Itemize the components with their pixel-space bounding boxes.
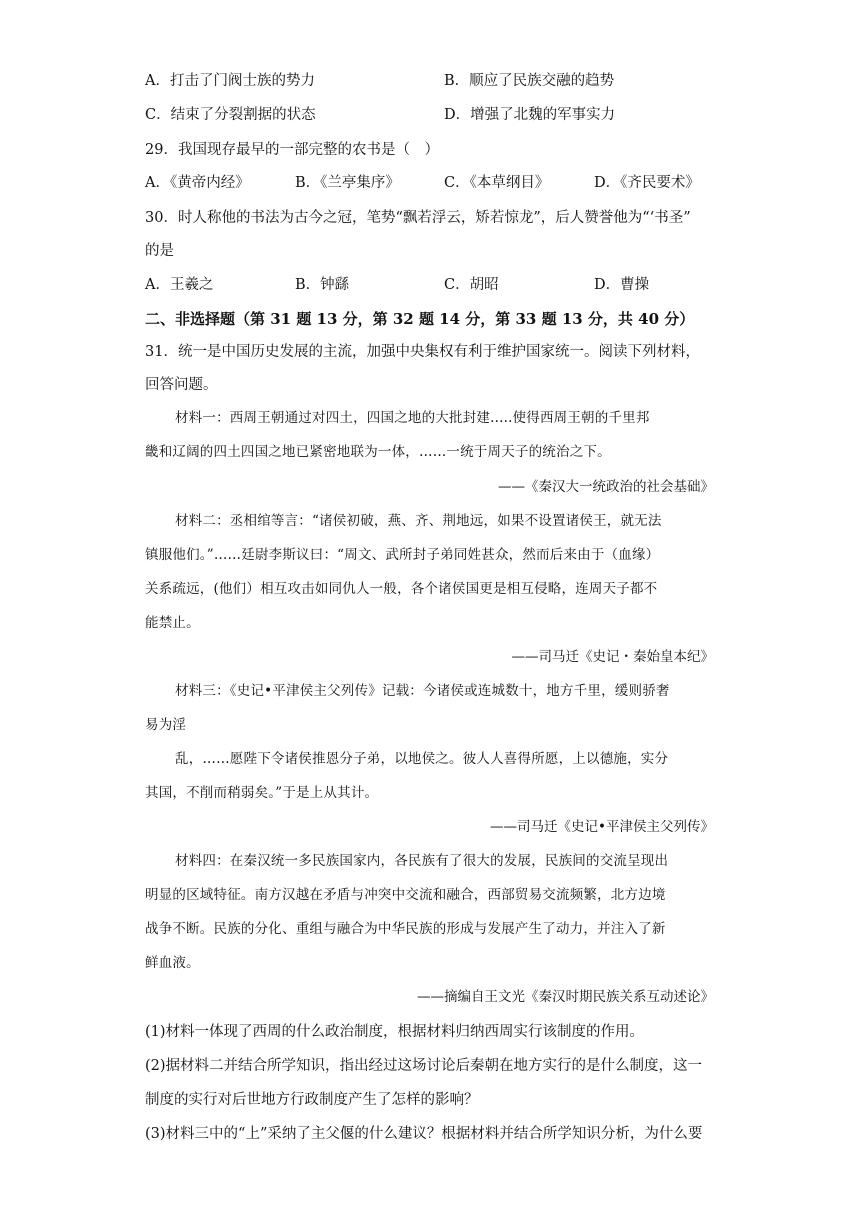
material-4-line2: 明显的区域特征。南方汉越在矛盾与冲突中交流和融合，西部贸易交流频繁，北方边境 [145,887,666,903]
material-1-source: ——《秦汉大一统政治的社会基础》 [498,479,714,495]
q31-sub-question-1: (1)材料一体现了西周的什么政治制度，根据材料归纳西周实行该制度的作用。 [145,1024,645,1040]
material-3-source: ——司马迁《史记•平津侯主父列传》 [490,819,714,835]
q28-option-a: A．打击了门阀士族的势力 [145,73,315,89]
q29-option-b: B．《兰亭集序》 [295,175,400,191]
material-2-line1: 材料二：丞相绾等言：“诸侯初破，燕、齐、荆地远，如果不设置诸侯王，就无法 [175,513,662,529]
q29-option-d: D．《齐民要术》 [594,175,700,191]
material-3-line2: 易为淫 [145,717,187,733]
q28-option-b: B．顺应了民族交融的趋势 [444,73,615,89]
section-2-title: 二、非选择题（第 31 题 13 分，第 32 题 14 分，第 33 题 13 分，共 40 分） [145,310,695,328]
material-1-line2: 畿和辽阔的四土四国之地已紧密地联为一体，……一统于周天子的统治之下。 [145,444,611,460]
material-3-line3: 乱，……愿陛下令诸侯推恩分子弟，以地侯之。彼人人喜得所愿，上以德施，实分 [175,751,669,767]
q30-option-c: C．胡昭 [444,277,499,293]
q30-stem-line2: 的是 [145,243,174,259]
material-4-line1: 材料四：在秦汉统一多民族国家内，各民族有了很大的发展，民族间的交流呈现出 [175,853,669,869]
material-2-line3: 关系疏远，(他们）相互攻击如同仇人一般，各个诸侯国更是相互侵略，连周天子都不 [145,581,658,597]
material-2-line4: 能禁止。 [145,615,200,631]
q29-option-c: C．《本草纲目》 [444,175,550,191]
q30-option-a: A．王羲之 [145,277,214,293]
q31-sub-question-2-line2: 制度的实行对后世地方行政制度产生了怎样的影响？ [145,1092,479,1108]
material-4-line3: 战争不断。民族的分化、重组与融合为中华民族的形成与发展产生了动力，并注入了新 [145,921,666,937]
material-3-line4: 其国，不削而稍弱矣。”于是上从其计。 [145,785,379,801]
material-2-line2: 镇服他们。”……廷尉李斯议曰：“周文、武所封子弟同姓甚众，然而后来由于（血缘） [145,547,660,563]
material-4-line4: 鲜血液。 [145,955,200,971]
material-4-source: ——摘编自王文光《秦汉时期民族关系互动述论》 [417,989,714,1005]
material-1-line1: 材料一：西周王朝通过对四土，四国之地的大批封建.....使得西周王朝的千里邦 [175,410,650,426]
q31-stem-line2: 回答问题。 [145,377,218,393]
q31-stem-line1: 31．统一是中国历史发展的主流，加强中央集权有利于维护国家统一。阅读下列材料， [145,344,700,360]
q28-option-c: C．结束了分裂割据的状态 [145,107,316,123]
q31-sub-question-2-line1: (2)据材料二并结合所学知识，指出经过这场讨论后秦朝在地方实行的是什么制度，这一 [145,1058,703,1074]
q29-stem: 29．我国现存最早的一部完整的农书是（ ） [145,142,439,158]
q30-option-d: D．曹操 [594,277,650,293]
q31-sub-question-3-line1: (3)材料三中的“上”采纳了主父偃的什么建议？根据材料并结合所学知识分析，为什么要 [145,1126,703,1142]
q28-option-d: D．增强了北魏的军事实力 [444,107,616,123]
material-3-line1: 材料三：《史记•平津侯主父列传》记载：今诸侯或连城数十，地方千里，缓则骄奢 [175,683,670,699]
q30-option-b: B．钟繇 [295,277,350,293]
q30-stem-line1: 30．时人称他的书法为古今之冠，笔势“飘若浮云，矫若惊龙”，后人赞誉他为“‘书圣” [145,210,691,226]
material-2-source: ——司马迁《史记・秦始皇本纪》 [511,649,714,665]
q29-option-a: A．《黄帝内经》 [145,175,250,191]
